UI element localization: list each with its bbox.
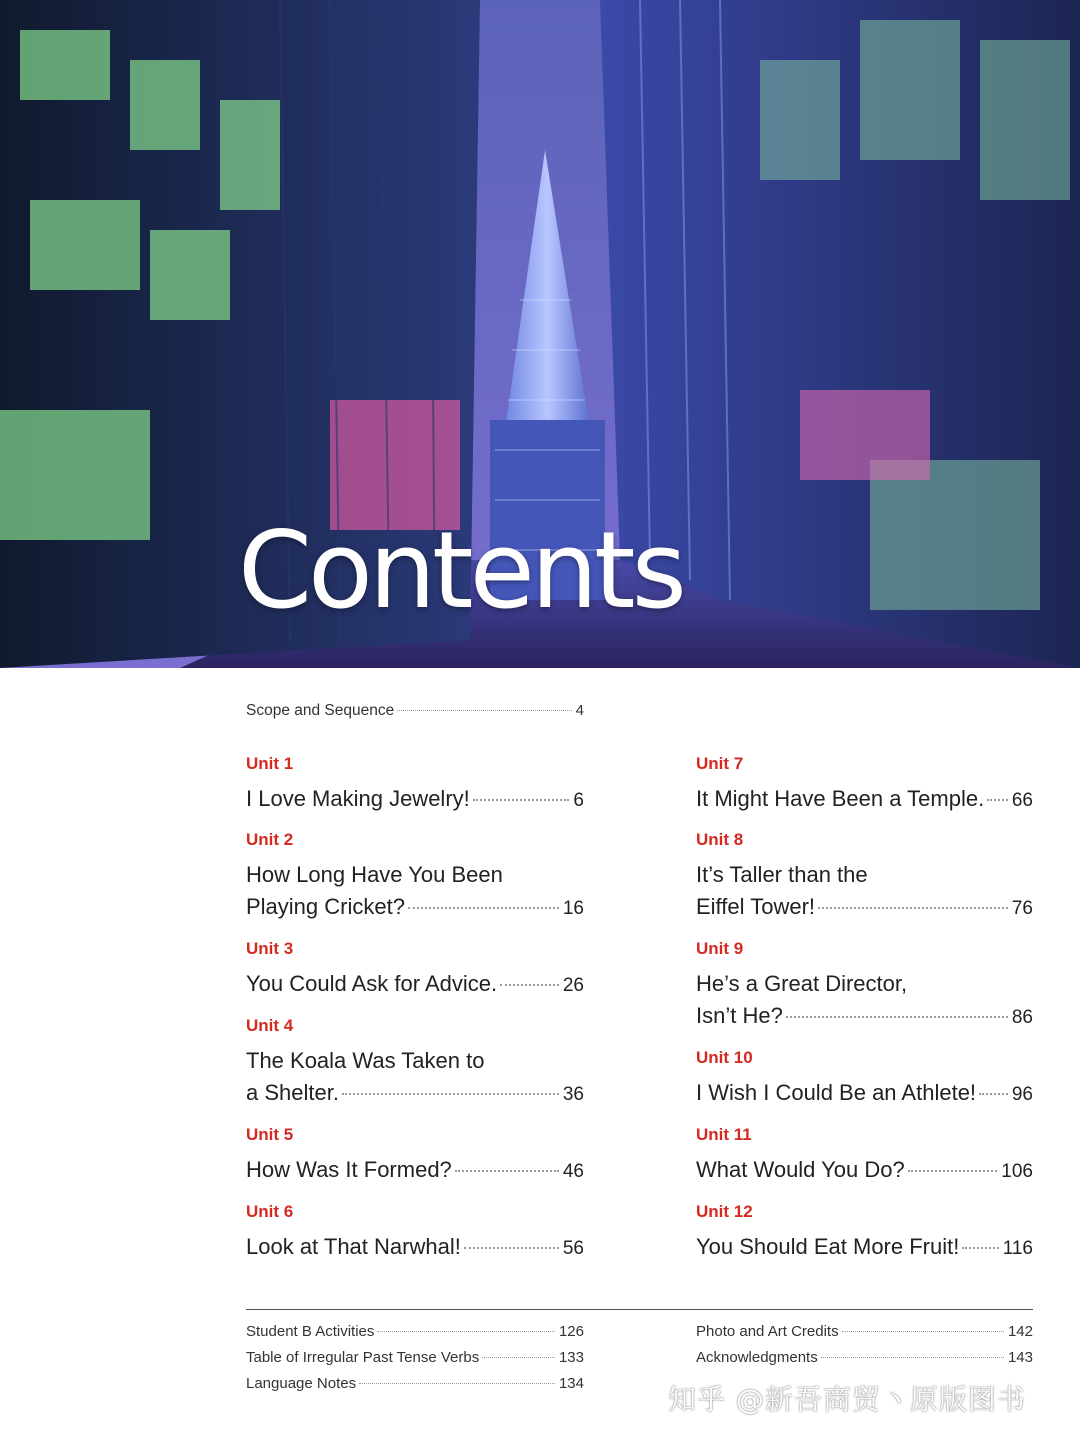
unit-title-line: Eiffel Tower! (696, 894, 816, 919)
toc-entry-language-notes[interactable] (246, 1371, 584, 1397)
unit-title: What Would You Do? (696, 1157, 905, 1182)
toc-page-number: 126 (558, 1323, 584, 1340)
toc-page-number: 134 (558, 1375, 584, 1392)
unit-label: Unit 12 (696, 1202, 753, 1221)
leader-dots (377, 1331, 555, 1332)
toc-unit-12[interactable] (696, 1202, 1033, 1265)
back-matter-left (246, 1319, 584, 1397)
toc-page-number: 66 (1011, 790, 1033, 811)
leader-dots (842, 1331, 1004, 1332)
toc-unit-4[interactable] (246, 1016, 584, 1111)
toc-entry-student-b[interactable] (246, 1319, 584, 1345)
unit-title-line: How Long Have You Been (246, 862, 503, 887)
watermark-text: 知乎 @新吾商贸丶原版图书 (668, 1383, 1026, 1416)
toc-unit-2[interactable] (246, 830, 584, 925)
unit-label: Unit 2 (246, 830, 294, 849)
unit-title-line: Playing Cricket? (246, 894, 405, 919)
leader-dots (473, 799, 570, 801)
unit-label: Unit 8 (696, 830, 744, 849)
toc-page-number: 26 (562, 975, 584, 996)
toc-page-number: 133 (558, 1349, 584, 1366)
leader-dots (786, 1016, 1008, 1018)
unit-title: I Love Making Jewelry! (246, 786, 470, 811)
unit-label: Unit 5 (246, 1125, 294, 1144)
toc-unit-7[interactable] (696, 754, 1033, 817)
unit-label: Unit 3 (246, 939, 294, 958)
unit-label: Unit 9 (696, 939, 744, 958)
toc-entry-title: Scope and Sequence (246, 702, 395, 719)
leader-dots (408, 907, 559, 909)
leader-dots (818, 907, 1008, 909)
leader-dots (342, 1093, 559, 1095)
toc-entry-title: Acknowledgments (696, 1349, 818, 1366)
leader-dots (979, 1093, 1008, 1095)
toc-unit-6[interactable] (246, 1202, 584, 1265)
unit-label: Unit 10 (696, 1048, 753, 1067)
toc-unit-5[interactable] (246, 1125, 584, 1188)
unit-title: How Was It Formed? (246, 1157, 452, 1182)
toc-page-number: 142 (1007, 1323, 1033, 1340)
toc-page-number: 76 (1011, 898, 1033, 919)
toc-unit-1[interactable] (246, 754, 584, 817)
toc-entry-credits[interactable] (696, 1319, 1033, 1345)
toc-page-number: 16 (562, 898, 584, 919)
leader-dots (500, 984, 559, 986)
unit-label: Unit 1 (246, 754, 294, 773)
toc-page-number: 56 (562, 1238, 584, 1259)
toc-entry-title: Student B Activities (246, 1323, 375, 1340)
leader-dots (987, 799, 1008, 801)
unit-label: Unit 7 (696, 754, 744, 773)
toc-entry-acknowledgments[interactable] (696, 1345, 1033, 1371)
toc-entry-title: Language Notes (246, 1375, 357, 1392)
toc-entry-scope[interactable] (246, 698, 584, 724)
unit-title-line: The Koala Was Taken to (246, 1048, 485, 1073)
unit-title-line: a Shelter. (246, 1080, 339, 1105)
unit-label: Unit 4 (246, 1016, 294, 1035)
toc-page-number: 86 (1011, 1007, 1033, 1028)
unit-label: Unit 11 (696, 1125, 752, 1144)
toc-unit-8[interactable] (696, 830, 1033, 925)
unit-title: You Should Eat More Fruit! (696, 1234, 960, 1259)
leader-dots (821, 1357, 1004, 1358)
toc-entry-title: Photo and Art Credits (696, 1323, 839, 1340)
unit-title-line: He’s a Great Director, (696, 971, 908, 996)
toc-page-number: 96 (1011, 1084, 1033, 1105)
divider-rule (246, 1309, 1033, 1310)
unit-label: Unit 6 (246, 1202, 294, 1221)
unit-title-line: It’s Taller than the (696, 862, 868, 887)
unit-title: I Wish I Could Be an Athlete! (696, 1080, 977, 1105)
toc-unit-10[interactable] (696, 1048, 1033, 1111)
page-title: Contents (238, 509, 683, 632)
toc-entry-irregular-verbs[interactable] (246, 1345, 584, 1371)
leader-dots (455, 1170, 559, 1172)
toc-page-number: 106 (1001, 1161, 1033, 1182)
toc-page-number: 46 (562, 1161, 584, 1182)
leader-dots (359, 1383, 555, 1384)
toc-page-number: 36 (562, 1084, 584, 1105)
leader-dots (464, 1247, 559, 1249)
unit-title-line: Isn’t He? (696, 1003, 783, 1028)
toc-page-number: 143 (1007, 1349, 1033, 1366)
leader-dots (397, 710, 571, 711)
toc-unit-11[interactable] (696, 1125, 1033, 1188)
leader-dots (908, 1170, 998, 1172)
back-matter-right (696, 1319, 1033, 1371)
leader-dots (962, 1247, 998, 1249)
leader-dots (482, 1357, 555, 1358)
unit-title: You Could Ask for Advice. (246, 971, 498, 996)
toc-page-number: 116 (1002, 1238, 1033, 1259)
toc-unit-3[interactable] (246, 939, 584, 1002)
toc-page-number: 6 (573, 790, 584, 811)
toc-page-number: 4 (575, 702, 584, 719)
hero-photo (0, 0, 1080, 668)
unit-title: Look at That Narwhal! (246, 1234, 461, 1259)
toc-entry-title: Table of Irregular Past Tense Verbs (246, 1349, 480, 1366)
toc-unit-9[interactable] (696, 939, 1033, 1034)
unit-title: It Might Have Been a Temple. (696, 786, 985, 811)
